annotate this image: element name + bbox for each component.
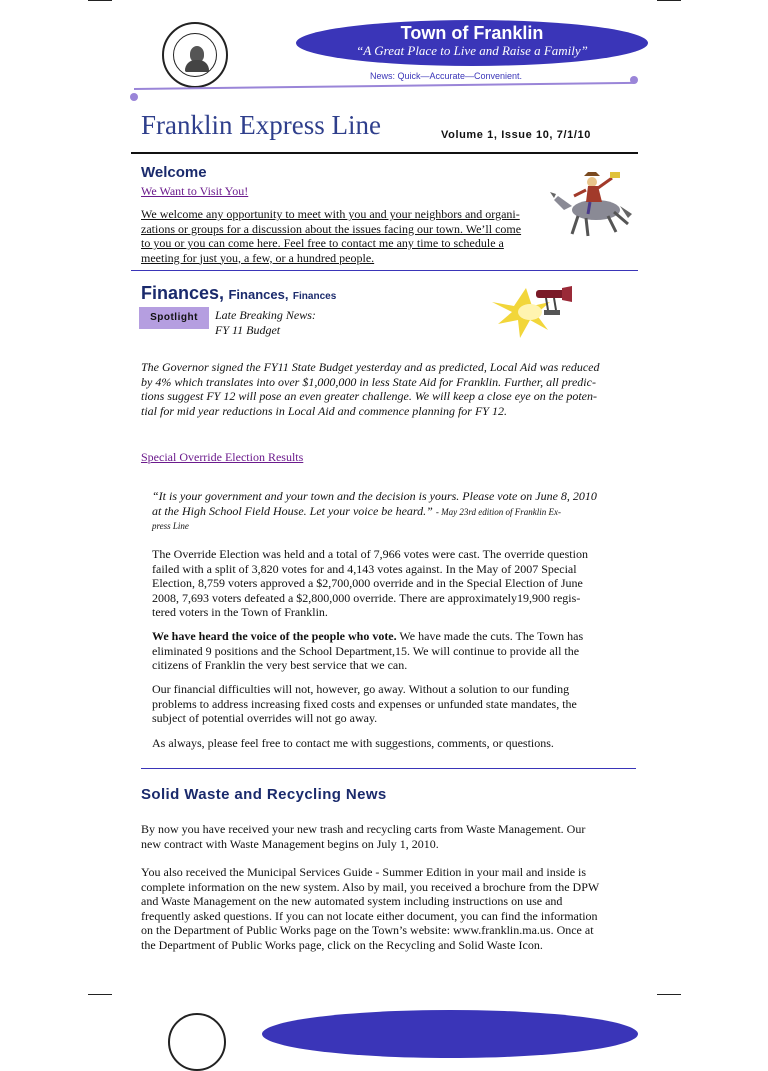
text-line: meeting for just you, a few, or a hundred people. (141, 250, 375, 265)
override-paragraph-3 (152, 682, 622, 726)
crop-mark (88, 0, 112, 1)
next-page-banner (262, 1010, 638, 1058)
visit-link[interactable]: We Want to Visit You! (141, 184, 249, 198)
text-line: failed with a split of 3,820 votes for and 4,143 votes against. In the May of 2007 Special (152, 561, 577, 576)
override-paragraph-4: As always, please feel free to contact me with suggestions, comments, or questions. (152, 736, 554, 750)
text-run: We have made the cuts. The Town has (396, 629, 584, 643)
text-line: to you or you can come here. Feel free to contact me any time to schedule a (141, 236, 504, 250)
banner-subtitle: “A Great Place to Live and Raise a Family” (356, 43, 588, 58)
quote-source: - May 23rd edition of Franklin Ex- (435, 506, 561, 517)
masthead-rule (131, 152, 638, 154)
rule-end-dot-left (130, 93, 138, 101)
section-divider (141, 768, 636, 769)
welcome-heading: Welcome (141, 164, 207, 181)
text-line: Election, 8,759 voters approved a $2,700,000 override and in the Special Election of June (152, 576, 583, 590)
finances-heading-medium: Finances, (228, 287, 289, 302)
text-line: We welcome any opportunity to meet with you and your neighbors and organi- (141, 207, 520, 221)
text-line: The Governor signed the FY11 State Budget yesterday and as predicted, Local Aid was reduced (141, 360, 600, 374)
waste-paragraph-2 (141, 865, 636, 952)
finances-heading-small: Finances (292, 291, 337, 302)
text-line: problems to address increasing fixed costs and expenses or unfunded state mandates, the (152, 696, 577, 711)
finances-paragraph (141, 360, 636, 418)
text-line: 2008, 7,693 voters defeated a $2,800,000 override. There are approximately19,900 regis- (152, 590, 581, 605)
issue-volume: Volume 1, Issue 10, 7/1/10 (441, 129, 591, 141)
quote-source: press Line (152, 521, 189, 531)
bold-lead: We have heard the voice of the people who vote. (152, 629, 397, 643)
waste-paragraph-1 (141, 822, 636, 851)
spotlight-clipart (486, 280, 582, 342)
text-line: and Waste Management on the new automated system including instructions on use and (141, 894, 563, 908)
override-paragraph-2 (152, 629, 622, 673)
quote-line: “It is your government and your town and the decision is yours. Please vote on June 8, 2010 (152, 489, 597, 503)
section-divider (131, 270, 638, 271)
text-line: citizens of Franklin the very best service that we can. (152, 658, 408, 672)
crop-mark (88, 994, 112, 995)
text-line: The Override Election was held and a total of 7,966 votes were cast. The override question (152, 547, 588, 561)
town-banner (296, 20, 648, 66)
override-results-link[interactable]: Special Override Election Results (141, 450, 304, 464)
text-line: Our financial difficulties will not, however, go away. Without a solution to our funding (152, 682, 570, 696)
text-line: subject of potential overrides will not go away. (152, 711, 378, 725)
text-line: zations or groups for a discussion about the issues facing our town. We’ll come (141, 221, 522, 236)
text-line: tions suggest FY 12 will pose an even greater challenge. We will keep a close eye on the poten- (141, 389, 598, 403)
text-line (152, 629, 622, 644)
quote-line-with-source (152, 504, 632, 520)
welcome-paragraph (141, 207, 546, 265)
text-line: on the Department of Public Works page on the Town’s website: www.franklin.ma.us. Once at (141, 923, 594, 937)
text-line: complete information on the new system. Also by mail, you received a brochure from the DPW (141, 879, 600, 894)
text-line: tial for mid year reductions in Local Aid and commence planning for FY 12. (141, 403, 507, 418)
text-line: eliminated 9 positions and the School Department,15. We will continue to provide all the (152, 643, 580, 658)
text-line: You also received the Municipal Services Guide - Summer Edition in your mail and inside is (141, 865, 587, 879)
override-paragraph-1 (152, 547, 622, 620)
spotlight-text (215, 308, 316, 337)
text-line: frequently asked questions. If you can not locate either document, you can find the information (141, 908, 598, 923)
tagline: News: Quick—Accurate—Convenient. (370, 71, 523, 81)
seal-inner-ring (173, 33, 217, 77)
quote-block (152, 489, 632, 534)
text-line: the Department of Public Works page, click on the Recycling and Solid Waste Icon. (141, 937, 543, 952)
text-line: tered voters in the Town of Franklin. (152, 605, 328, 619)
text-line: By now you have received your new trash and recycling carts from Waste Management. Our (141, 822, 586, 836)
rule-end-dot-right (630, 76, 638, 84)
spotlight-line: Late Breaking News: (215, 308, 316, 322)
finances-heading-large: Finances, (141, 283, 225, 303)
spotlight-badge: Spotlight (139, 307, 209, 329)
text-line: new contract with Waste Management begins on July 1, 2010. (141, 836, 439, 851)
town-seal-logo (162, 22, 228, 88)
crop-mark (657, 0, 681, 1)
horse-rider-clipart (548, 166, 634, 240)
next-page-seal (168, 1013, 226, 1071)
banner-title: Town of Franklin (400, 23, 544, 43)
crop-mark (657, 994, 681, 995)
spotlight-line: FY 11 Budget (215, 322, 281, 337)
masthead-title: Franklin Express Line (141, 110, 381, 140)
finances-heading (141, 283, 336, 304)
quote-line: at the High School Field House. Let your voice be heard.” (152, 503, 433, 518)
text-line: by 4% which translates into over $1,000,000 in less State Aid for Franklin. Further, all predic- (141, 374, 596, 389)
seal-portrait-body (185, 60, 209, 72)
waste-heading: Solid Waste and Recycling News (141, 786, 387, 803)
